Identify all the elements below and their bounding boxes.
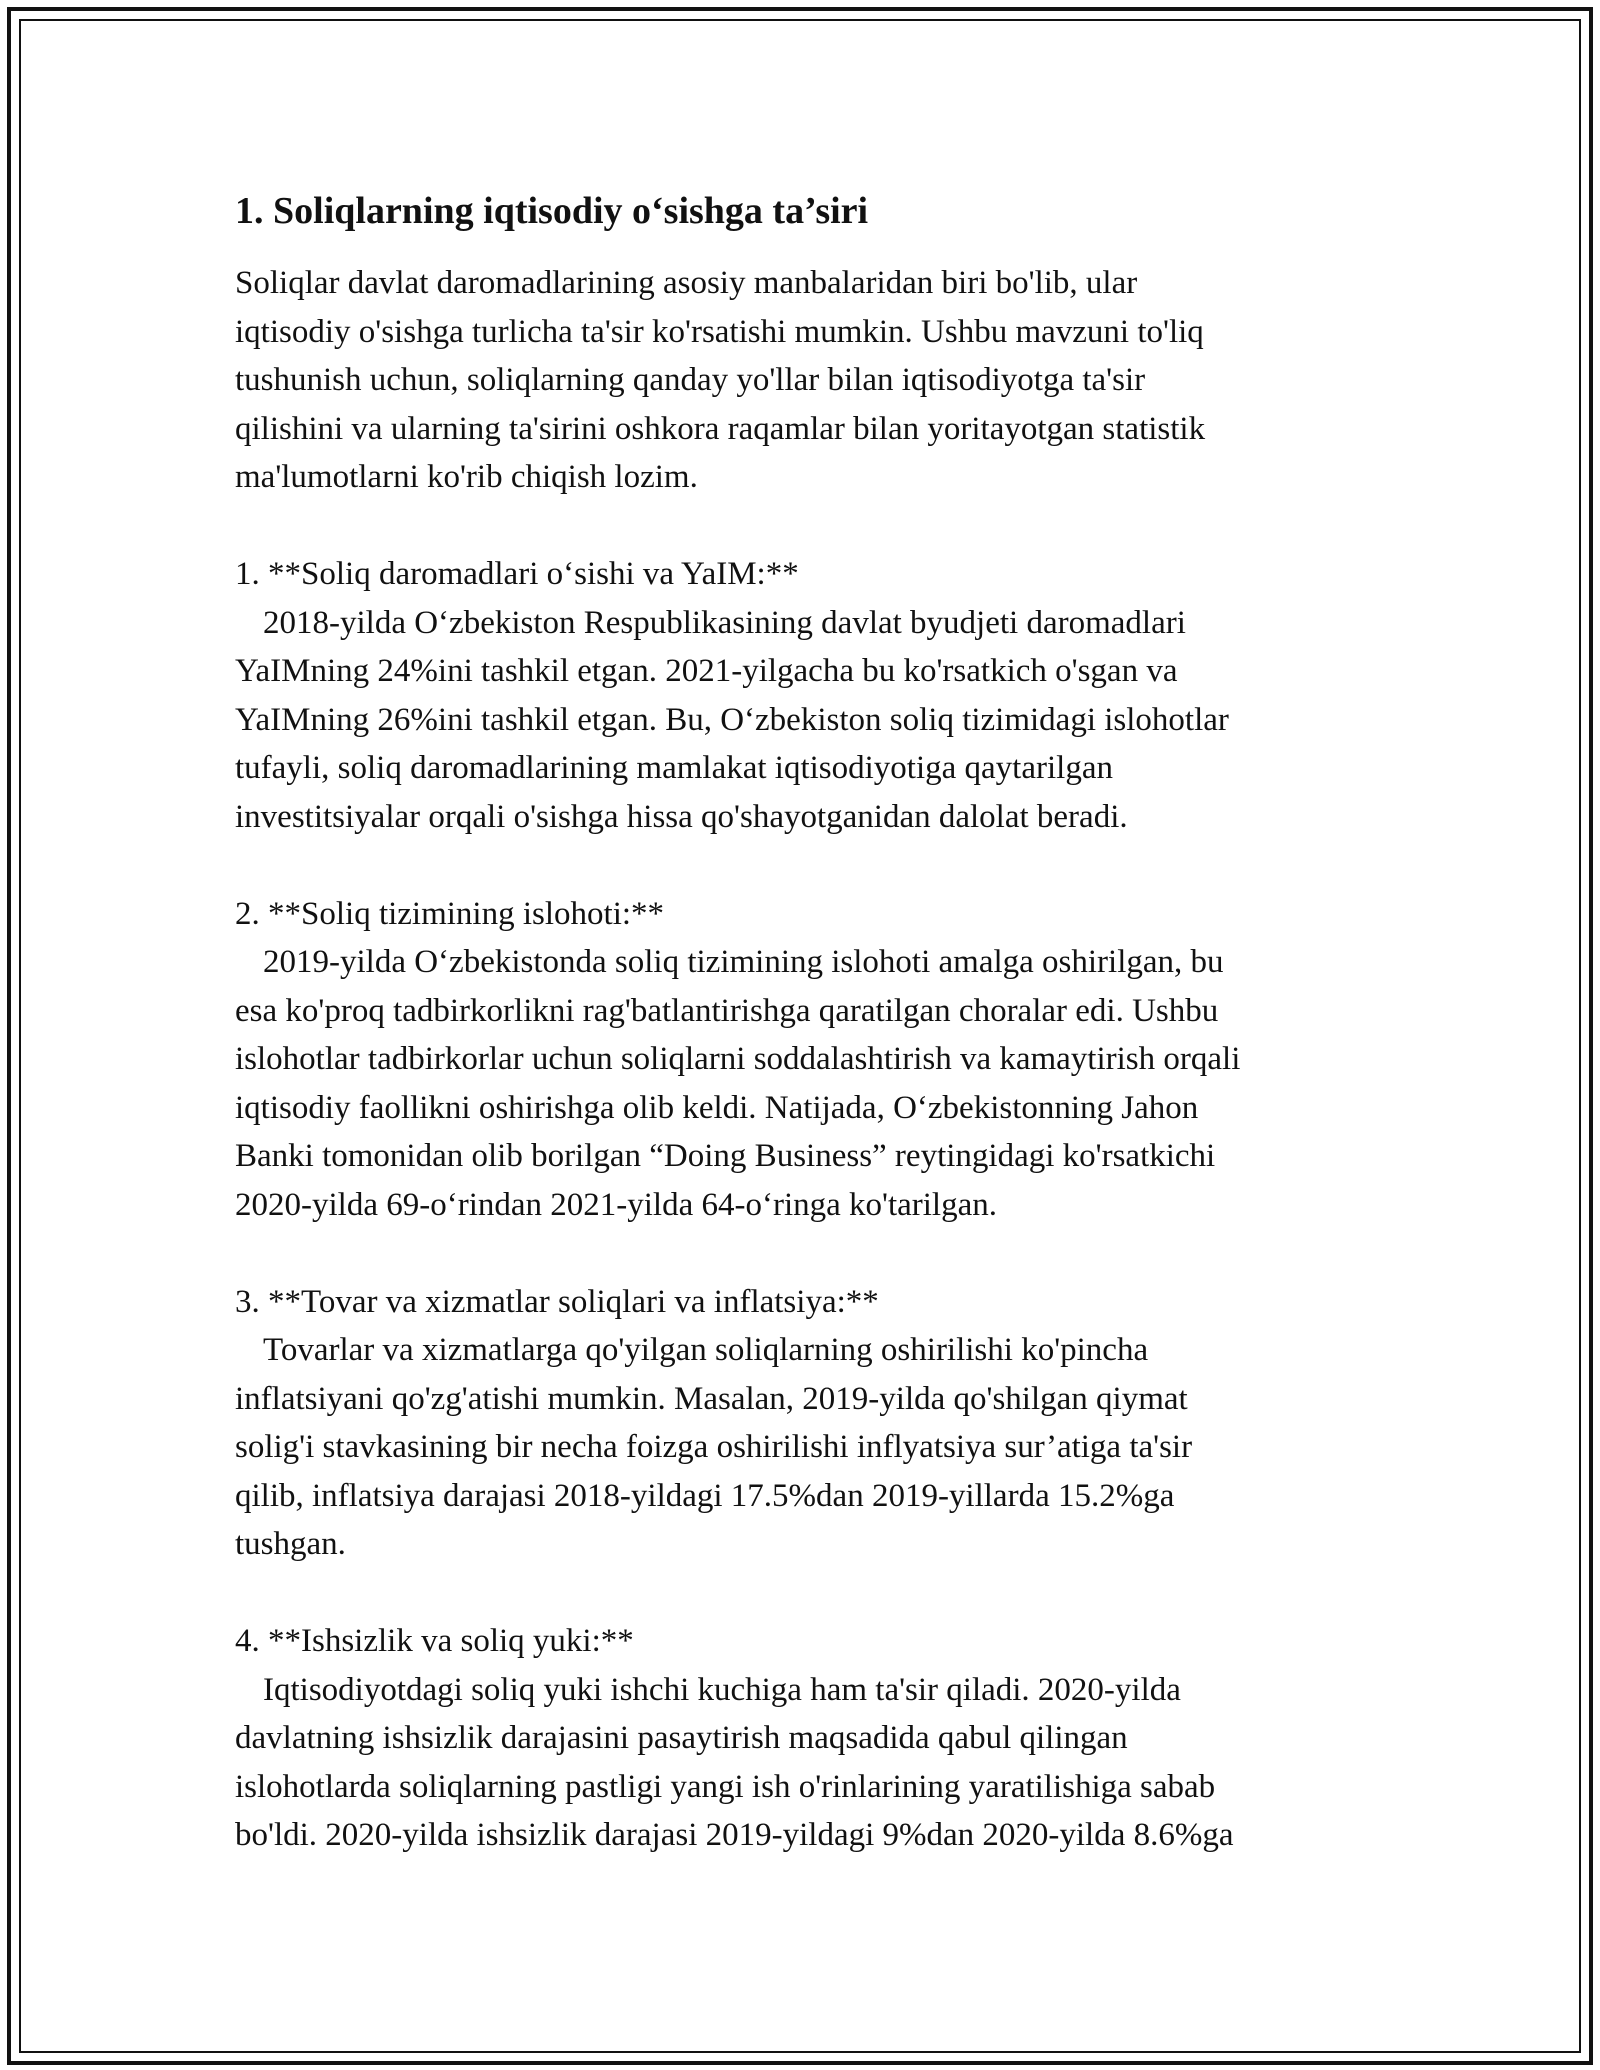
section-line: islohotlarda soliqlarning pastligi yangi ish o'rinlarining yaratilishiga sabab [235,1768,1216,1805]
section-line: davlatning ishsizlik darajasini pasaytirish maqsadida qabul qilingan [235,1720,1128,1756]
section-line: solig'i stavkasining bir necha foizga oshirilishi inflyatsiya sur’atiga ta'sir [235,1429,1193,1465]
intro-line: Soliqlar davlat daromadlarining asosiy manbalaridan biri bo'lib, ular [235,265,1138,301]
section-line: islohotlar tadbirkorlar uchun soliqlarni soddalashtirish va kamaytirish orqali [235,1041,1241,1077]
section-line: YaIMning 24%ini tashkil etgan. 2021-yilgacha bu ko'rsatkich o'sgan va [235,653,1178,689]
section-heading: 3. **Tovar va xizmatlar soliqlari va inflatsiya:** [235,1283,879,1320]
section-heading: 2. **Soliq tizimining islohoti:** [235,895,665,932]
intro-paragraph [235,259,1385,502]
intro-line: iqtisodiy o'sishga turlicha ta'sir ko'rsatishi mumkin. Ushbu mavzuni to'liq [235,313,1204,350]
intro-line: qilishini va ularning ta'sirini oshkora raqamlar bilan yoritayotgan statistik [235,410,1206,447]
section-heading: 4. **Ishsizlik va soliq yuki:** [235,1623,634,1659]
section-line: 2019-yilda O‘zbekistonda soliq tizimining islohoti amalga oshirilgan, bu [263,944,1224,980]
intro-line: ma'lumotlarni ko'rib chiqish lozim. [235,459,698,495]
section-line: esa ko'proq tadbirkorlikni rag'batlantirishga qaratilgan choralar edi. Ushbu [235,992,1219,1029]
section-line: tufayli, soliq daromadlarining mamlakat iqtisodiyotiga qaytarilgan [235,750,1113,786]
section-4 [235,1617,1385,1860]
section-line: iqtisodiy faollikni oshirishga olib keldi. Natijada, O‘zbekistonning Jahon [235,1089,1199,1126]
section-line: YaIMning 26%ini tashkil etgan. Bu, O‘zbekiston soliq tizimidagi islohotlar [235,701,1229,738]
section-line: Banki tomonidan olib borilgan “Doing Business” reytingidagi ko'rsatkichi [235,1138,1216,1174]
section-line: bo'ldi. 2020-yilda ishsizlik darajasi 2019-yildagi 9%dan 2020-yilda 8.6%ga [235,1817,1234,1853]
section-2 [235,890,1385,1230]
section-line: qilib, inflatsiya darajasi 2018-yildagi 17.5%dan 2019-yillarda 15.2%ga [235,1477,1175,1514]
document-title: 1. Soliqlarning iqtisodiy o‘sishga ta’siri [235,190,869,232]
section-1 [235,550,1385,841]
section-heading: 1. **Soliq daromadlari o‘sishi va YaIM:** [235,556,799,592]
section-line: 2020-yilda 69-o‘rindan 2021-yilda 64-o‘ringa ko'tarilgan. [235,1186,997,1223]
section-line: Tovarlar va xizmatlarga qo'yilgan soliqlarning oshirilishi ko'pincha [263,1332,1149,1368]
section-line: investitsiyalar orqali o'sishga hissa qo'shayotganidan dalolat beradi. [235,798,1128,835]
section-line: tushgan. [235,1526,346,1562]
section-line: Iqtisodiyotdagi soliq yuki ishchi kuchiga ham ta'sir qiladi. 2020-yilda [263,1671,1181,1708]
section-3 [235,1278,1385,1569]
document-body [235,187,1385,1860]
section-line: 2018-yilda O‘zbekiston Respublikasining davlat byudjeti daromadlari [263,604,1186,641]
intro-line: tushunish uchun, soliqlarning qanday yo'llar bilan iqtisodiyotga ta'sir [235,362,1146,398]
section-line: inflatsiyani qo'zg'atishi mumkin. Masalan, 2019-yilda qo'shilgan qiymat [235,1380,1188,1417]
